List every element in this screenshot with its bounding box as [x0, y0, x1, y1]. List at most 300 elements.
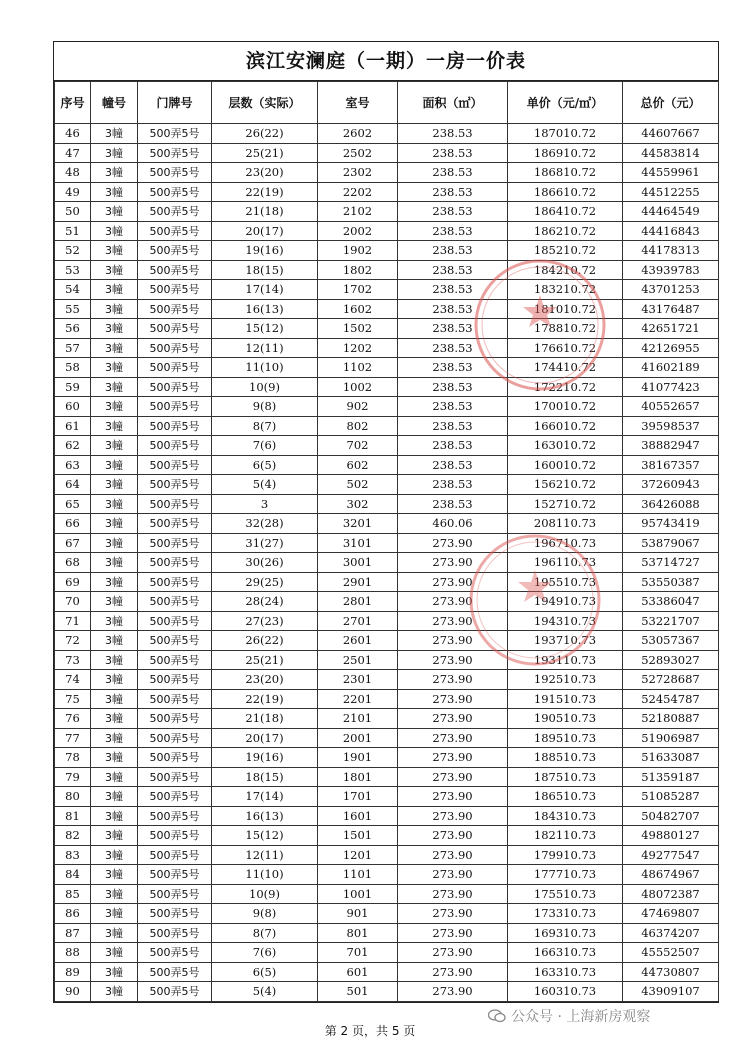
cell-building: 3幢 [91, 748, 138, 768]
cell-floor: 22(19) [212, 689, 318, 709]
cell-total-price: 42126955 [623, 338, 719, 358]
cell-total-price: 44559961 [623, 163, 719, 183]
cell-door-number: 500弄5号 [138, 475, 212, 495]
cell-floor: 15(12) [212, 319, 318, 339]
table-row [55, 241, 719, 261]
cell-serial: 76 [55, 709, 91, 729]
cell-unit-price: 178810.72 [508, 319, 623, 339]
cell-floor: 15(12) [212, 826, 318, 846]
cell-floor: 9(8) [212, 904, 318, 924]
cell-door-number: 500弄5号 [138, 182, 212, 202]
cell-unit-price: 186910.72 [508, 143, 623, 163]
table-row [55, 221, 719, 241]
cell-room: 302 [318, 494, 398, 514]
cell-unit-price: 173310.73 [508, 904, 623, 924]
cell-building: 3幢 [91, 767, 138, 787]
cell-room: 2302 [318, 163, 398, 183]
table-row [55, 865, 719, 885]
cell-area: 273.90 [398, 845, 508, 865]
cell-serial: 50 [55, 202, 91, 222]
cell-unit-price: 194310.73 [508, 611, 623, 631]
cell-building: 3幢 [91, 943, 138, 963]
cell-door-number: 500弄5号 [138, 299, 212, 319]
cell-building: 3幢 [91, 650, 138, 670]
cell-building: 3幢 [91, 260, 138, 280]
cell-room: 1501 [318, 826, 398, 846]
cell-floor: 3 [212, 494, 318, 514]
table-row [55, 728, 719, 748]
cell-building: 3幢 [91, 865, 138, 885]
cell-serial: 46 [55, 124, 91, 144]
cell-serial: 74 [55, 670, 91, 690]
cell-floor: 10(9) [212, 377, 318, 397]
cell-serial: 47 [55, 143, 91, 163]
cell-total-price: 51633087 [623, 748, 719, 768]
cell-room: 2101 [318, 709, 398, 729]
cell-door-number: 500弄5号 [138, 163, 212, 183]
table-row [55, 572, 719, 592]
table-row [55, 280, 719, 300]
cell-unit-price: 208110.73 [508, 514, 623, 534]
cell-unit-price: 193710.73 [508, 631, 623, 651]
cell-building: 3幢 [91, 358, 138, 378]
table-row [55, 767, 719, 787]
cell-unit-price: 186210.72 [508, 221, 623, 241]
cell-serial: 82 [55, 826, 91, 846]
cell-total-price: 44730807 [623, 962, 719, 982]
cell-floor: 6(5) [212, 455, 318, 475]
cell-floor: 26(22) [212, 124, 318, 144]
cell-building: 3幢 [91, 319, 138, 339]
cell-total-price: 49277547 [623, 845, 719, 865]
cell-serial: 87 [55, 923, 91, 943]
cell-serial: 49 [55, 182, 91, 202]
cell-building: 3幢 [91, 436, 138, 456]
cell-serial: 80 [55, 787, 91, 807]
cell-total-price: 48072387 [623, 884, 719, 904]
cell-room: 2001 [318, 728, 398, 748]
cell-door-number: 500弄5号 [138, 631, 212, 651]
cell-area: 238.53 [398, 397, 508, 417]
cell-area: 273.90 [398, 631, 508, 651]
cell-room: 1702 [318, 280, 398, 300]
cell-building: 3幢 [91, 982, 138, 1002]
cell-door-number: 500弄5号 [138, 650, 212, 670]
cell-total-price: 43701253 [623, 280, 719, 300]
cell-floor: 27(23) [212, 611, 318, 631]
cell-total-price: 44607667 [623, 124, 719, 144]
cell-building: 3幢 [91, 670, 138, 690]
cell-room: 2502 [318, 143, 398, 163]
cell-area: 273.90 [398, 865, 508, 885]
cell-area: 273.90 [398, 962, 508, 982]
cell-building: 3幢 [91, 553, 138, 573]
cell-building: 3幢 [91, 475, 138, 495]
cell-area: 238.53 [398, 202, 508, 222]
cell-floor: 23(20) [212, 163, 318, 183]
table-row [55, 553, 719, 573]
cell-area: 238.53 [398, 163, 508, 183]
table-row [55, 709, 719, 729]
cell-unit-price: 191510.73 [508, 689, 623, 709]
cell-area: 273.90 [398, 533, 508, 553]
cell-serial: 67 [55, 533, 91, 553]
cell-total-price: 44583814 [623, 143, 719, 163]
cell-room: 3101 [318, 533, 398, 553]
cell-building: 3幢 [91, 143, 138, 163]
table-row [55, 689, 719, 709]
cell-serial: 60 [55, 397, 91, 417]
cell-total-price: 51085287 [623, 787, 719, 807]
cell-serial: 58 [55, 358, 91, 378]
cell-door-number: 500弄5号 [138, 845, 212, 865]
cell-total-price: 47469807 [623, 904, 719, 924]
cell-floor: 16(13) [212, 299, 318, 319]
cell-unit-price: 177710.73 [508, 865, 623, 885]
cell-serial: 53 [55, 260, 91, 280]
cell-serial: 65 [55, 494, 91, 514]
cell-room: 2901 [318, 572, 398, 592]
cell-unit-price: 166310.73 [508, 943, 623, 963]
cell-floor: 19(16) [212, 748, 318, 768]
cell-room: 701 [318, 943, 398, 963]
cell-unit-price: 179910.73 [508, 845, 623, 865]
table-row [55, 455, 719, 475]
cell-floor: 21(18) [212, 202, 318, 222]
cell-total-price: 36426088 [623, 494, 719, 514]
cell-building: 3幢 [91, 533, 138, 553]
cell-serial: 56 [55, 319, 91, 339]
cell-floor: 20(17) [212, 728, 318, 748]
table-row [55, 631, 719, 651]
cell-room: 1002 [318, 377, 398, 397]
cell-unit-price: 192510.73 [508, 670, 623, 690]
cell-area: 273.90 [398, 650, 508, 670]
cell-room: 602 [318, 455, 398, 475]
table-row [55, 904, 719, 924]
cell-area: 238.53 [398, 475, 508, 495]
cell-serial: 90 [55, 982, 91, 1002]
table-row [55, 923, 719, 943]
cell-building: 3幢 [91, 592, 138, 612]
cell-door-number: 500弄5号 [138, 923, 212, 943]
cell-door-number: 500弄5号 [138, 748, 212, 768]
cell-area: 273.90 [398, 943, 508, 963]
cell-area: 238.53 [398, 124, 508, 144]
cell-total-price: 53550387 [623, 572, 719, 592]
cell-building: 3幢 [91, 514, 138, 534]
cell-floor: 10(9) [212, 884, 318, 904]
cell-total-price: 50482707 [623, 806, 719, 826]
cell-total-price: 38167357 [623, 455, 719, 475]
cell-building: 3幢 [91, 202, 138, 222]
cell-serial: 66 [55, 514, 91, 534]
cell-area: 238.53 [398, 377, 508, 397]
cell-area: 238.53 [398, 260, 508, 280]
cell-door-number: 500弄5号 [138, 338, 212, 358]
cell-door-number: 500弄5号 [138, 787, 212, 807]
cell-area: 238.53 [398, 241, 508, 261]
table-row [55, 358, 719, 378]
cell-door-number: 500弄5号 [138, 514, 212, 534]
cell-door-number: 500弄5号 [138, 397, 212, 417]
cell-building: 3幢 [91, 241, 138, 261]
cell-floor: 12(11) [212, 338, 318, 358]
cell-room: 801 [318, 923, 398, 943]
cell-door-number: 500弄5号 [138, 124, 212, 144]
cell-room: 2701 [318, 611, 398, 631]
table-row [55, 845, 719, 865]
cell-door-number: 500弄5号 [138, 202, 212, 222]
cell-door-number: 500弄5号 [138, 553, 212, 573]
cell-door-number: 500弄5号 [138, 689, 212, 709]
cell-serial: 54 [55, 280, 91, 300]
cell-unit-price: 194910.73 [508, 592, 623, 612]
cell-area: 238.53 [398, 182, 508, 202]
cell-area: 273.90 [398, 670, 508, 690]
cell-building: 3幢 [91, 124, 138, 144]
cell-serial: 78 [55, 748, 91, 768]
cell-floor: 26(22) [212, 631, 318, 651]
page-number: 第 2 页，共 5 页 [324, 1024, 416, 1038]
table-row [55, 475, 719, 495]
cell-door-number: 500弄5号 [138, 455, 212, 475]
cell-serial: 62 [55, 436, 91, 456]
cell-total-price: 53879067 [623, 533, 719, 553]
cell-total-price: 43939783 [623, 260, 719, 280]
cell-area: 273.90 [398, 611, 508, 631]
table-row [55, 982, 719, 1002]
cell-building: 3幢 [91, 299, 138, 319]
cell-serial: 59 [55, 377, 91, 397]
cell-door-number: 500弄5号 [138, 767, 212, 787]
cell-door-number: 500弄5号 [138, 533, 212, 553]
cell-area: 238.53 [398, 143, 508, 163]
cell-room: 1602 [318, 299, 398, 319]
table-row [55, 299, 719, 319]
cell-door-number: 500弄5号 [138, 806, 212, 826]
cell-floor: 11(10) [212, 358, 318, 378]
wechat-icon [488, 1009, 506, 1023]
cell-door-number: 500弄5号 [138, 904, 212, 924]
table-row [55, 533, 719, 553]
cell-serial: 48 [55, 163, 91, 183]
cell-door-number: 500弄5号 [138, 436, 212, 456]
cell-door-number: 500弄5号 [138, 241, 212, 261]
cell-area: 273.90 [398, 592, 508, 612]
cell-floor: 19(16) [212, 241, 318, 261]
table-row [55, 436, 719, 456]
cell-unit-price: 160310.73 [508, 982, 623, 1002]
cell-room: 1201 [318, 845, 398, 865]
cell-serial: 55 [55, 299, 91, 319]
table-body [55, 124, 719, 1002]
cell-room: 1802 [318, 260, 398, 280]
cell-door-number: 500弄5号 [138, 709, 212, 729]
cell-serial: 84 [55, 865, 91, 885]
table-row [55, 826, 719, 846]
cell-area: 238.53 [398, 338, 508, 358]
table-row [55, 260, 719, 280]
cell-area: 273.90 [398, 904, 508, 924]
cell-room: 1801 [318, 767, 398, 787]
header-area: 面积（㎡） [398, 82, 508, 124]
cell-serial: 52 [55, 241, 91, 261]
cell-area: 238.53 [398, 494, 508, 514]
cell-building: 3幢 [91, 631, 138, 651]
cell-total-price: 40552657 [623, 397, 719, 417]
cell-serial: 81 [55, 806, 91, 826]
cell-floor: 16(13) [212, 806, 318, 826]
cell-door-number: 500弄5号 [138, 416, 212, 436]
cell-unit-price: 156210.72 [508, 475, 623, 495]
cell-total-price: 52728687 [623, 670, 719, 690]
cell-total-price: 53221707 [623, 611, 719, 631]
cell-building: 3幢 [91, 904, 138, 924]
cell-area: 273.90 [398, 923, 508, 943]
header-room: 室号 [318, 82, 398, 124]
cell-serial: 85 [55, 884, 91, 904]
cell-room: 2201 [318, 689, 398, 709]
cell-unit-price: 195510.73 [508, 572, 623, 592]
cell-building: 3幢 [91, 221, 138, 241]
cell-total-price: 51906987 [623, 728, 719, 748]
cell-total-price: 38882947 [623, 436, 719, 456]
table-row [55, 806, 719, 826]
cell-serial: 72 [55, 631, 91, 651]
cell-total-price: 44512255 [623, 182, 719, 202]
cell-room: 1601 [318, 806, 398, 826]
cell-total-price: 48674967 [623, 865, 719, 885]
table-row [55, 748, 719, 768]
cell-area: 238.53 [398, 319, 508, 339]
cell-room: 2202 [318, 182, 398, 202]
cell-door-number: 500弄5号 [138, 826, 212, 846]
cell-area: 460.06 [398, 514, 508, 534]
cell-building: 3幢 [91, 884, 138, 904]
cell-total-price: 44464549 [623, 202, 719, 222]
table-row [55, 319, 719, 339]
cell-unit-price: 170010.72 [508, 397, 623, 417]
cell-serial: 73 [55, 650, 91, 670]
cell-room: 1102 [318, 358, 398, 378]
cell-unit-price: 190510.73 [508, 709, 623, 729]
cell-serial: 68 [55, 553, 91, 573]
cell-total-price: 46374207 [623, 923, 719, 943]
cell-unit-price: 163310.73 [508, 962, 623, 982]
cell-floor: 5(4) [212, 475, 318, 495]
cell-room: 1902 [318, 241, 398, 261]
cell-serial: 64 [55, 475, 91, 495]
table-row [55, 124, 719, 144]
cell-total-price: 42651721 [623, 319, 719, 339]
cell-unit-price: 169310.73 [508, 923, 623, 943]
cell-door-number: 500弄5号 [138, 221, 212, 241]
page-title: 滨江安澜庭（一期）一房一价表 [54, 42, 718, 81]
table-row [55, 416, 719, 436]
table-row [55, 514, 719, 534]
cell-door-number: 500弄5号 [138, 943, 212, 963]
cell-building: 3幢 [91, 572, 138, 592]
table-row [55, 377, 719, 397]
cell-door-number: 500弄5号 [138, 280, 212, 300]
cell-room: 702 [318, 436, 398, 456]
cell-room: 901 [318, 904, 398, 924]
cell-unit-price: 182110.73 [508, 826, 623, 846]
cell-total-price: 43909107 [623, 982, 719, 1002]
cell-building: 3幢 [91, 416, 138, 436]
table-row [55, 650, 719, 670]
cell-unit-price: 183210.72 [508, 280, 623, 300]
cell-floor: 7(6) [212, 943, 318, 963]
cell-serial: 51 [55, 221, 91, 241]
cell-building: 3幢 [91, 611, 138, 631]
cell-floor: 25(21) [212, 143, 318, 163]
cell-area: 273.90 [398, 982, 508, 1002]
table-row [55, 202, 719, 222]
cell-serial: 70 [55, 592, 91, 612]
cell-unit-price: 166010.72 [508, 416, 623, 436]
cell-total-price: 39598537 [623, 416, 719, 436]
cell-total-price: 37260943 [623, 475, 719, 495]
cell-room: 2002 [318, 221, 398, 241]
cell-serial: 71 [55, 611, 91, 631]
cell-floor: 28(24) [212, 592, 318, 612]
cell-floor: 8(7) [212, 416, 318, 436]
table-row [55, 163, 719, 183]
cell-area: 273.90 [398, 689, 508, 709]
cell-building: 3幢 [91, 455, 138, 475]
cell-floor: 18(15) [212, 767, 318, 787]
cell-room: 1202 [318, 338, 398, 358]
cell-unit-price: 196110.73 [508, 553, 623, 573]
cell-total-price: 44178313 [623, 241, 719, 261]
cell-room: 502 [318, 475, 398, 495]
cell-room: 1101 [318, 865, 398, 885]
cell-building: 3幢 [91, 494, 138, 514]
cell-total-price: 53714727 [623, 553, 719, 573]
cell-building: 3幢 [91, 923, 138, 943]
cell-floor: 32(28) [212, 514, 318, 534]
cell-room: 1701 [318, 787, 398, 807]
cell-floor: 11(10) [212, 865, 318, 885]
cell-serial: 69 [55, 572, 91, 592]
cell-door-number: 500弄5号 [138, 143, 212, 163]
cell-door-number: 500弄5号 [138, 728, 212, 748]
cell-room: 1001 [318, 884, 398, 904]
cell-unit-price: 186610.72 [508, 182, 623, 202]
cell-unit-price: 181010.72 [508, 299, 623, 319]
cell-floor: 20(17) [212, 221, 318, 241]
cell-unit-price: 174410.72 [508, 358, 623, 378]
cell-unit-price: 187010.72 [508, 124, 623, 144]
cell-total-price: 52893027 [623, 650, 719, 670]
cell-door-number: 500弄5号 [138, 670, 212, 690]
cell-area: 238.53 [398, 221, 508, 241]
cell-building: 3幢 [91, 397, 138, 417]
cell-door-number: 500弄5号 [138, 319, 212, 339]
table-row [55, 338, 719, 358]
cell-total-price: 44416843 [623, 221, 719, 241]
table-row [55, 670, 719, 690]
table-row [55, 397, 719, 417]
cell-total-price: 41077423 [623, 377, 719, 397]
cell-floor: 23(20) [212, 670, 318, 690]
cell-room: 2102 [318, 202, 398, 222]
cell-unit-price: 163010.72 [508, 436, 623, 456]
cell-building: 3幢 [91, 689, 138, 709]
cell-floor: 6(5) [212, 962, 318, 982]
